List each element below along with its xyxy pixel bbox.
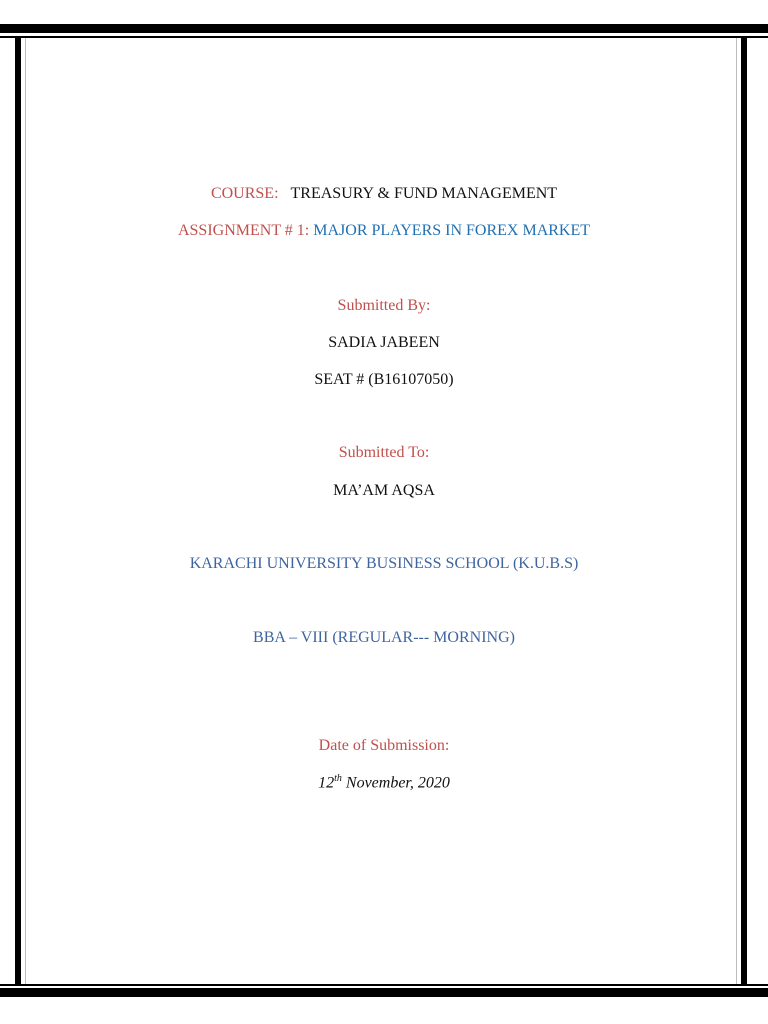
institution-name: KARACHI UNIVERSITY BUSINESS SCHOOL (K.U.B.S) xyxy=(189,555,579,572)
student-name: SADIA JABEEN xyxy=(328,334,440,351)
course-title: TREASURY & FUND MANAGEMENT xyxy=(290,185,558,202)
assignment-label: ASSIGNMENT # 1: xyxy=(177,222,310,239)
teacher-name: MA’AM AQSA xyxy=(333,482,435,499)
seat-number: SEAT # (B16107050) xyxy=(314,371,454,388)
submitted-to-heading: Submitted To: xyxy=(338,444,430,461)
submission-date xyxy=(0,773,768,792)
course-line xyxy=(0,185,768,203)
program-name: BBA – VIII (REGULAR--- MORNING) xyxy=(253,629,515,646)
border-left-inner xyxy=(25,38,26,984)
submission-month-year: November, 2020 xyxy=(341,774,450,792)
border-right-inner xyxy=(736,38,737,984)
submission-day-suffix: th xyxy=(334,773,342,784)
submission-day: 12 xyxy=(318,774,335,792)
border-bottom-inner xyxy=(0,984,768,986)
border-left xyxy=(15,38,21,984)
border-right xyxy=(741,38,747,984)
border-top xyxy=(0,24,768,33)
border-top-inner xyxy=(0,36,768,38)
assignment-line xyxy=(0,222,768,240)
course-label: COURSE: xyxy=(210,185,279,202)
assignment-title: MAJOR PLAYERS IN FOREX MARKET xyxy=(313,222,591,239)
submitted-by-heading: Submitted By: xyxy=(337,297,431,314)
border-bottom xyxy=(0,988,768,997)
submission-date-heading: Date of Submission: xyxy=(318,737,450,754)
